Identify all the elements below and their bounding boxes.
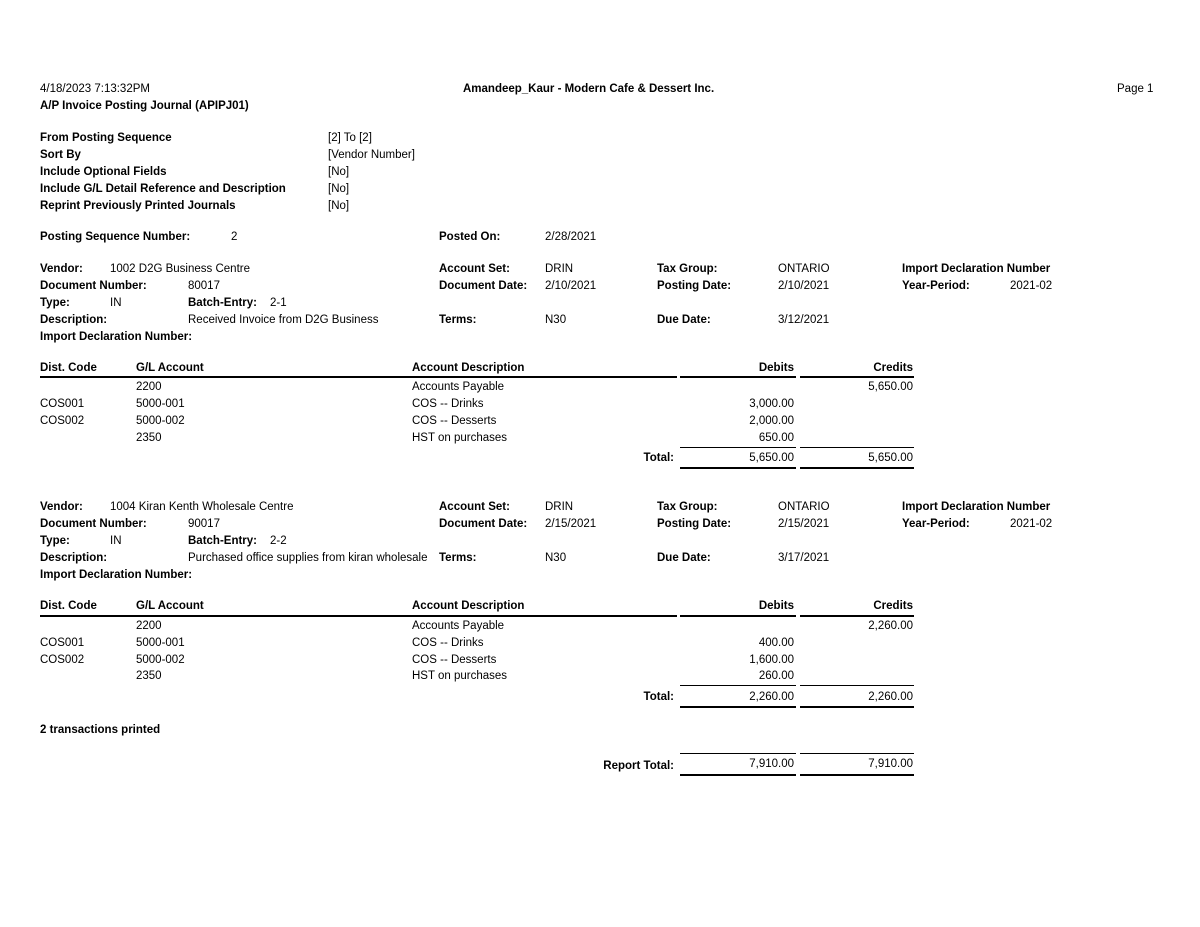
dist-code-cell: COS002 [40, 415, 85, 427]
param-label: Sort By [40, 149, 81, 161]
type-label: Type: [40, 297, 70, 309]
debit-cell: 2,000.00 [749, 415, 794, 427]
description-label: Description: [40, 314, 108, 326]
account-description-cell: HST on purchases [412, 432, 508, 444]
import-declaration-label: Import Declaration Number [902, 263, 1051, 275]
posting-date-label: Posting Date: [657, 518, 732, 530]
document-date-label: Document Date: [439, 280, 528, 292]
report-total-rule [680, 753, 796, 754]
header-rule [800, 615, 914, 617]
report-total-credits: 7,910.00 [868, 758, 913, 770]
due-date-value: 3/17/2021 [778, 552, 830, 564]
gl-account-cell: 2350 [136, 670, 162, 682]
import-decl-number-label: Import Declaration Number: [40, 569, 193, 581]
document-number-label: Document Number: [40, 280, 147, 292]
year-period-value: 2021-02 [1010, 280, 1053, 292]
debit-cell: 400.00 [758, 637, 794, 649]
gl-account-cell: 5000-001 [136, 398, 185, 410]
type-label: Type: [40, 535, 70, 547]
param-label: Reprint Previously Printed Journals [40, 200, 236, 212]
year-period-label: Year-Period: [902, 280, 970, 292]
posting-date-label: Posting Date: [657, 280, 732, 292]
batch-entry-label: Batch-Entry: [188, 535, 258, 547]
document-date-value: 2/15/2021 [545, 518, 597, 530]
tax-group-value: ONTARIO [778, 263, 830, 275]
header-rule [800, 376, 914, 378]
dist-code-cell: COS002 [40, 654, 85, 666]
col-header-debits: Debits [758, 600, 794, 612]
posted-on-label: Posted On: [439, 231, 501, 243]
total-label: Total: [643, 452, 674, 464]
total-credits: 5,650.00 [868, 452, 913, 464]
terms-value: N30 [545, 314, 567, 326]
debit-cell: 3,000.00 [749, 398, 794, 410]
posting-seq-label: Posting Sequence Number: [40, 231, 191, 243]
col-header-credits: Credits [873, 362, 913, 374]
report-total-label: Report Total: [603, 760, 674, 772]
param-label: Include G/L Detail Reference and Description [40, 183, 286, 195]
posted-on-value: 2/28/2021 [545, 231, 597, 243]
total-double-rule [800, 706, 914, 708]
col-header-gl-account: G/L Account [136, 600, 204, 612]
terms-label: Terms: [439, 314, 477, 326]
description-value: Purchased office supplies from kiran wholesale [188, 552, 428, 564]
param-value: [No] [328, 183, 350, 195]
tax-group-value: ONTARIO [778, 501, 830, 513]
account-set-label: Account Set: [439, 263, 510, 275]
param-value: [2] To [2] [328, 132, 372, 144]
vendor-label: Vendor: [40, 263, 83, 275]
report-total-double-rule [680, 774, 796, 776]
header-rule [680, 615, 796, 617]
total-double-rule [680, 706, 796, 708]
print-datetime: 4/18/2023 7:13:32PM [40, 83, 150, 95]
debit-cell: 260.00 [758, 670, 794, 682]
vendor-label: Vendor: [40, 501, 83, 513]
total-rule [680, 685, 796, 686]
credit-cell: 5,650.00 [868, 381, 913, 393]
import-decl-number-label: Import Declaration Number: [40, 331, 193, 343]
due-date-value: 3/12/2021 [778, 314, 830, 326]
total-double-rule [680, 467, 796, 469]
total-double-rule [800, 467, 914, 469]
header-rule [680, 376, 796, 378]
account-description-cell: HST on purchases [412, 670, 508, 682]
credit-cell: 2,260.00 [868, 620, 913, 632]
gl-account-cell: 2350 [136, 432, 162, 444]
gl-account-cell: 5000-002 [136, 654, 185, 666]
tax-group-label: Tax Group: [657, 263, 718, 275]
total-debits: 5,650.00 [749, 452, 794, 464]
debit-cell: 650.00 [758, 432, 794, 444]
col-header-debits: Debits [758, 362, 794, 374]
report-total-rule [800, 753, 914, 754]
year-period-label: Year-Period: [902, 518, 970, 530]
col-header-account-description: Account Description [412, 362, 525, 374]
document-date-value: 2/10/2021 [545, 280, 597, 292]
vendor-value: 1004 Kiran Kenth Wholesale Centre [110, 501, 294, 513]
dist-code-cell: COS001 [40, 637, 85, 649]
type-value: IN [110, 535, 122, 547]
gl-account-cell: 5000-002 [136, 415, 185, 427]
type-value: IN [110, 297, 122, 309]
header-rule [40, 376, 677, 378]
param-value: [No] [328, 166, 350, 178]
param-label: Include Optional Fields [40, 166, 167, 178]
posting-date-value: 2/15/2021 [778, 518, 830, 530]
company-name: Amandeep_Kaur - Modern Cafe & Dessert Inc. [463, 83, 715, 95]
col-header-account-description: Account Description [412, 600, 525, 612]
report-title: A/P Invoice Posting Journal (APIPJ01) [40, 100, 249, 112]
col-header-dist-code: Dist. Code [40, 362, 97, 374]
total-rule [800, 447, 914, 448]
col-header-credits: Credits [873, 600, 913, 612]
account-description-cell: COS -- Desserts [412, 415, 497, 427]
page-number: Page 1 [1117, 83, 1154, 95]
posting-date-value: 2/10/2021 [778, 280, 830, 292]
account-set-value: DRIN [545, 501, 574, 513]
account-description-cell: Accounts Payable [412, 620, 505, 632]
param-label: From Posting Sequence [40, 132, 172, 144]
document-date-label: Document Date: [439, 518, 528, 530]
report-total-debits: 7,910.00 [749, 758, 794, 770]
vendor-value: 1002 D2G Business Centre [110, 263, 250, 275]
dist-code-cell: COS001 [40, 398, 85, 410]
tax-group-label: Tax Group: [657, 501, 718, 513]
account-set-label: Account Set: [439, 501, 510, 513]
report-total-double-rule [800, 774, 914, 776]
transactions-printed: 2 transactions printed [40, 724, 161, 736]
batch-entry-value: 2-2 [270, 535, 287, 547]
batch-entry-value: 2-1 [270, 297, 287, 309]
col-header-gl-account: G/L Account [136, 362, 204, 374]
description-label: Description: [40, 552, 108, 564]
gl-account-cell: 2200 [136, 381, 162, 393]
document-number-value: 80017 [188, 280, 220, 292]
terms-value: N30 [545, 552, 567, 564]
document-number-label: Document Number: [40, 518, 147, 530]
terms-label: Terms: [439, 552, 477, 564]
year-period-value: 2021-02 [1010, 518, 1053, 530]
description-value: Received Invoice from D2G Business [188, 314, 379, 326]
account-set-value: DRIN [545, 263, 574, 275]
total-rule [680, 447, 796, 448]
gl-account-cell: 2200 [136, 620, 162, 632]
debit-cell: 1,600.00 [749, 654, 794, 666]
account-description-cell: COS -- Drinks [412, 637, 484, 649]
header-rule [40, 615, 677, 617]
account-description-cell: Accounts Payable [412, 381, 505, 393]
account-description-cell: COS -- Desserts [412, 654, 497, 666]
total-debits: 2,260.00 [749, 691, 794, 703]
col-header-dist-code: Dist. Code [40, 600, 97, 612]
batch-entry-label: Batch-Entry: [188, 297, 258, 309]
due-date-label: Due Date: [657, 552, 711, 564]
total-label: Total: [643, 691, 674, 703]
param-value: [Vendor Number] [328, 149, 415, 161]
total-credits: 2,260.00 [868, 691, 913, 703]
param-value: [No] [328, 200, 350, 212]
import-declaration-label: Import Declaration Number [902, 501, 1051, 513]
total-rule [800, 685, 914, 686]
posting-seq-value: 2 [231, 231, 238, 243]
account-description-cell: COS -- Drinks [412, 398, 484, 410]
gl-account-cell: 5000-001 [136, 637, 185, 649]
due-date-label: Due Date: [657, 314, 711, 326]
document-number-value: 90017 [188, 518, 220, 530]
